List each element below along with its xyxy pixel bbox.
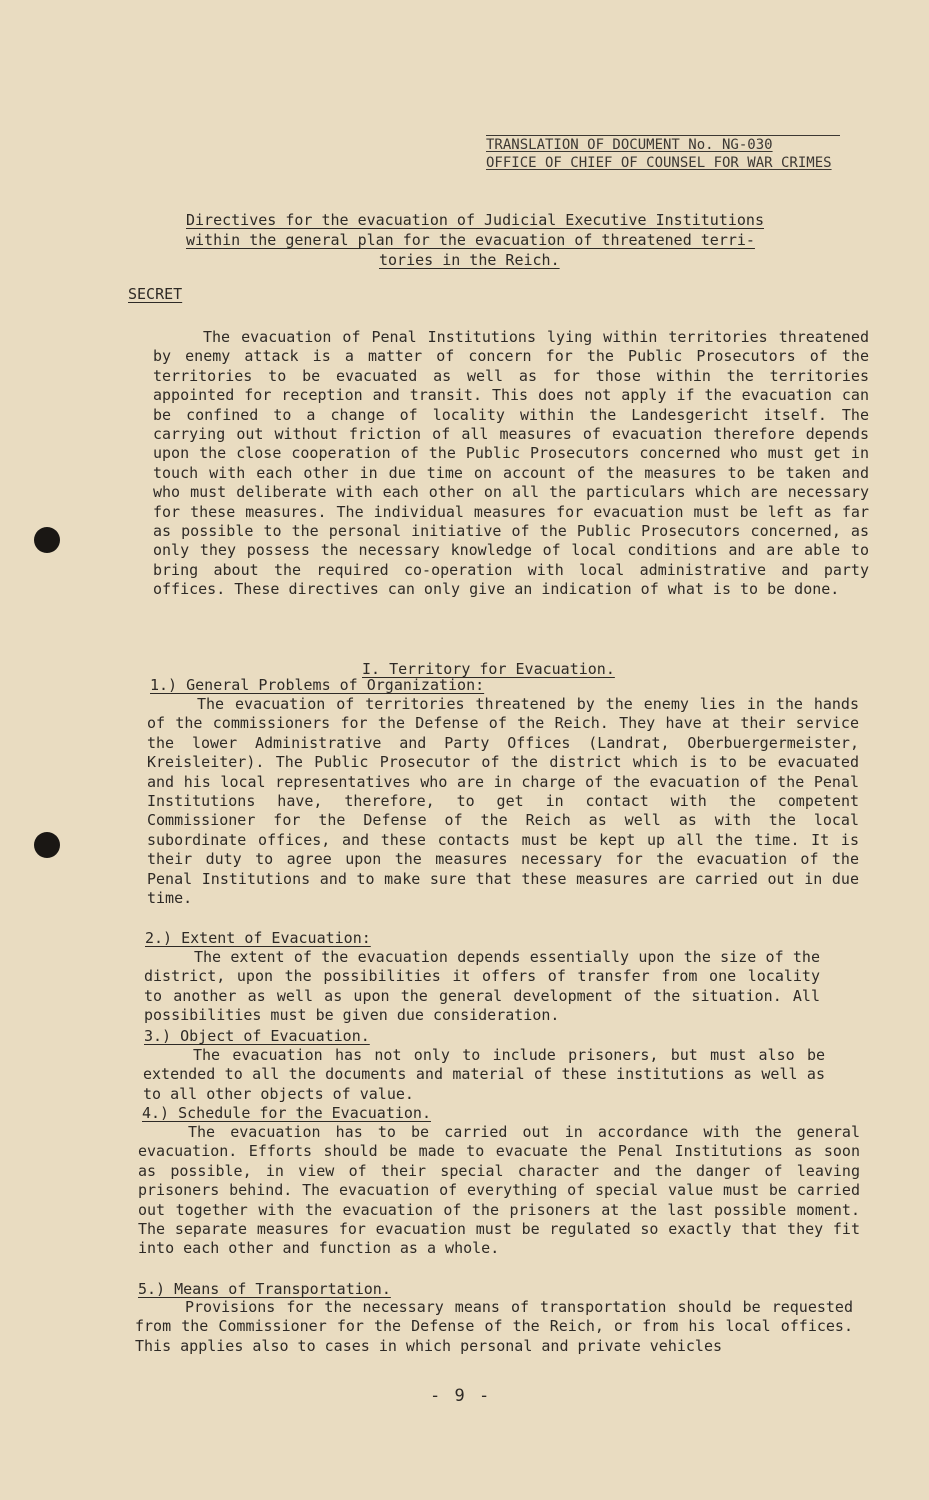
- page-number: - 9 -: [430, 1386, 492, 1406]
- subsection-text-4: The evacuation has to be carried out in accordance with the general evacuation. Efforts should be made to evacuate the Penal Institutions as soon as possible, in view of their special character and the danger of leaving prisoners behind. The evacuation of everything of special value must be carried out together with the evacuation of the prisoners at the last possible moment. The separate measures for evacuation must be regulated so exactly that they fit into each other and function as a whole.: [138, 1123, 860, 1258]
- header-line-2: OFFICE OF CHIEF OF COUNSEL FOR WAR CRIMES: [486, 155, 832, 171]
- subsection-heading-2: 2.) Extent of Evacuation:: [145, 929, 371, 947]
- subsection-text-5: Provisions for the necessary means of transportation should be requested from the Commissioner for the Defense of the Reich, or from his local offices. This applies also to cases in which personal and private vehicles: [135, 1298, 853, 1355]
- subsection-heading-5: 5.) Means of Transportation.: [138, 1280, 391, 1298]
- intro-paragraph: [153, 328, 869, 600]
- subsection-heading-3: 3.) Object of Evacuation.: [144, 1027, 370, 1045]
- document-header: [486, 136, 832, 172]
- title-line-2: within the general plan for the evacuation of threatened terri-: [186, 231, 755, 249]
- title-line-3: tories in the Reich.: [379, 251, 560, 269]
- subsection-paragraph-3: [143, 1046, 825, 1104]
- subsection-heading-4: 4.) Schedule for the Evacuation.: [142, 1104, 431, 1122]
- subsection-paragraph-1: [147, 695, 859, 908]
- subsection-paragraph-5: [135, 1298, 853, 1356]
- punch-hole: [34, 832, 60, 858]
- subsection-heading-1: 1.) General Problems of Organization:: [150, 676, 485, 694]
- subsection-text-2: The extent of the evacuation depends essentially upon the size of the district, upon the possibilities it offers of transfer from one locality to another as well as upon the general development of the situation. All possibilities must be given due consideration.: [144, 948, 820, 1025]
- punch-hole: [34, 527, 60, 553]
- classification-label: SECRET: [128, 285, 183, 303]
- header-line-1: TRANSLATION OF DOCUMENT No. NG-030: [486, 137, 773, 153]
- section-heading: I. Territory for Evacuation.: [362, 660, 615, 678]
- subsection-text-3: The evacuation has not only to include prisoners, but must also be extended to all the documents and material of these institutions as well as to all other objects of value.: [143, 1046, 825, 1103]
- intro-text: The evacuation of Penal Institutions lying within territories threatened by enemy attack is a matter of concern for the Public Prosecutors of the territories to be evacuated as well as for those within the territories appointed for reception and transit. This does not apply if the evacuation can be confined to a change of locality within the Landesgericht itself. The carrying out without friction of all measures of evacuation therefore depends upon the close cooperation of the Public Prosecutors concerned who must get in touch with each other in due time on account of the measures to be taken and who must deliberate with each other on all the particulars which are necessary for these measures. The individual measures for evacuation must be left as far as possible to the personal initiative of the Public Prosecutors concerned, as only they possess the necessary knowledge of local conditions and are able to bring about the required co-operation with local administrative and party offices. These directives can only give an indication of what is to be done.: [153, 328, 869, 599]
- subsection-paragraph-2: [144, 948, 820, 1026]
- subsection-text-1: The evacuation of territories threatened by the enemy lies in the hands of the commissioners for the Defense of the Reich. They have at their service the lower Administrative and Party Offices (Landrat, Oberbuergermeister, Kreisleiter). The Public Prosecutor of the district which is to be evacuated and his local representatives who are in charge of the evacuation of the Penal Institutions have, therefore, to get in contact with the competent Commissioner for the Defense of the Reich as well as with the local subordinate offices, and these contacts must be kept up all the time. It is their duty to agree upon the measures necessary for the evacuation of the Penal Institutions and to make sure that these measures are carried out in due time.: [147, 695, 859, 908]
- title-line-1: Directives for the evacuation of Judicial Executive Institutions: [186, 211, 764, 229]
- document-title: [186, 210, 806, 270]
- subsection-paragraph-4: [138, 1123, 860, 1259]
